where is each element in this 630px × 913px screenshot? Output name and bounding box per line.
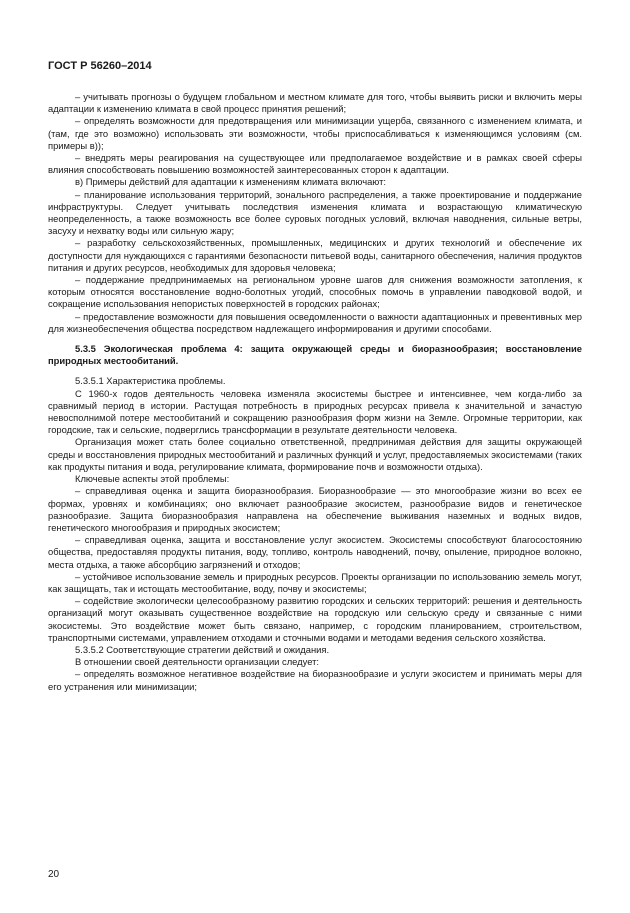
paragraph: – определять возможное негативное воздействие на биоразнообразие и услуги экосистем и принимать меры для его устранения или минимизации;	[48, 668, 582, 692]
paragraph: 5.3.5.1 Характеристика проблемы.	[75, 375, 226, 387]
section-heading: 5.3.5 Экологическая проблема 4: защита окружающей среды и биоразнообразия; восстановление природных местообитаний.	[48, 343, 582, 367]
paragraph: – учитывать прогнозы о будущем глобальном и местном климате для того, чтобы выявить риски и включить меры адаптации к изменению климата в свой процесс принятия решений;	[48, 91, 582, 115]
paragraph: 5.3.5.2 Соответствующие стратегии действий и ожидания.	[75, 643, 330, 655]
paragraph: Организация может стать более социально ответственной, предпринимая действия для защиты окружающей среды и восстановления природных местообитаний и различных функций и услуг, предоставляемых экосистемами (таких как продукты питания и вода, регулирование климата, формирование почв и возможности отдыха).	[48, 436, 582, 472]
document-header: ГОСТ Р 56260–2014	[48, 60, 152, 72]
paragraph: – планирование использования территорий, зонального распределения, а также проектирование и поддержание инфраструктуры. Следует учитывать последствия изменения климата и возрастающую климатическую неопределенность, а также возможность все более суровых погодных условий, включая наводнения, сильные ветры, засуху и нехватку воды или сильную жару;	[48, 188, 582, 237]
paragraph: – внедрять меры реагирования на существующее или предполагаемое воздействие и в рамках своей сферы влияния способствовать повышению возможностей заинтересованных сторон к адаптации.	[48, 152, 582, 176]
section-gap	[48, 367, 582, 375]
paragraph: – справедливая оценка и защита биоразнообразия. Биоразнообразие — это многообразие жизни во всех ее формах, уровнях и комбинациях; оно включает разнообразие экосистем, разнообразие видов и генетическое разнообразие. Защита биоразнообразия направлена на обеспечение выживания наземных и водных видов, генетического многообразия и природных экосистем;	[48, 485, 582, 533]
paragraph: – определять возможности для предотвращения или минимизации ущерба, связанного с изменением климата, и (там, где это возможно) использовать эти возможности, чтобы приспосабливаться к изменяющимся условиям (см. примеры в));	[48, 115, 582, 151]
document-body	[48, 91, 582, 693]
paragraph: – содействие экологически целесообразному развитию городских и сельских территорий: решения и деятельность организаций могут оказывать существенное воздействие на городскую или сельскую среду и связанные с ними экосистемы. Это воздействие может быть связано, например, с городским планированием, строительством, транспортными системами, управлением отходами и сточными водами и методами ведения сельского хозяйства.	[48, 595, 582, 643]
section-gap	[48, 335, 582, 343]
paragraph: – поддержание предпринимаемых на региональном уровне шагов для снижения возможности затопления, к которым относятся восстановление водно-болотных угодий, способных помочь в управлении паводковой водой, и сокращение использования непористых поверхностей в городских районах;	[48, 274, 582, 310]
paragraph: – устойчивое использование земель и природных ресурсов. Проекты организации по использованию земель могут, как защищать, так и истощать местообитание, воду, почву и экосистемы;	[48, 570, 582, 594]
paragraph: – предоставление возможности для повышения осведомленности о важности адаптационных и превентивных мер для жизнеобеспечения общества посредством надлежащего информирования и другими способами.	[48, 310, 582, 334]
paragraph: – справедливая оценка, защита и восстановление услуг экосистем. Экосистемы способствуют благосостоянию общества, предоставляя продукты питания, воду, топливо, контроль наводнений, почву, опыление, природное волокно, места отдыха, а также абсорбцию загрязнений и отходов;	[48, 534, 582, 570]
paragraph: В отношении своей деятельности организации следует:	[75, 656, 320, 668]
paragraph: в) Примеры действий для адаптации к изменениям климата включают:	[75, 176, 387, 188]
paragraph: С 1960-х годов деятельность человека изменяла экосистемы быстрее и интенсивнее, чем когда-либо за сравнимый период в истории. Растущая потребность в природных ресурсах привела к значительной и зачастую невосполнимой потере местообитаний и сокращению разнообразия форм жизни на Земле. Огромные территории, как городские, так и сельские, подверглись трансформации в результате деятельности человека.	[48, 387, 582, 436]
page-number: 20	[48, 869, 60, 880]
paragraph: Ключевые аспекты этой проблемы:	[75, 473, 230, 485]
paragraph: – разработку сельскохозяйственных, промышленных, медицинских и других технологий и обеспечение их доступности для нуждающихся с гарантиями безопасности питьевой воды, санитарного обеспечения, наличия продуктов питания и других ресурсов, необходимых для здоровья человека;	[48, 237, 582, 273]
